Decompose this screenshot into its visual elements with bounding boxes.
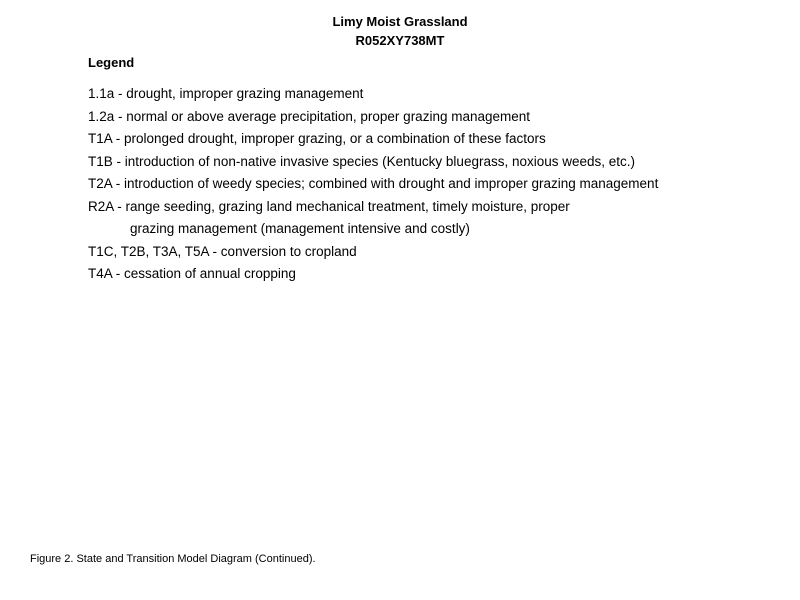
legend-heading: Legend [88, 55, 135, 70]
legend-item-text: T4A - cessation of annual cropping [88, 266, 296, 281]
legend-item-text: T2A - introduction of weedy species; combined with drought and improper grazing management [88, 176, 659, 191]
legend-item-t2a [88, 173, 768, 196]
legend-item-1-1a [88, 83, 768, 106]
legend-item-text: 1.1a - drought, improper grazing management [88, 86, 364, 101]
legend-item-continuation: grazing management (management intensive and costly) [130, 221, 470, 236]
legend-item-text: R2A - range seeding, grazing land mechanical treatment, timely moisture, proper [88, 198, 570, 214]
legend-item-text: T1B - introduction of non-native invasive species (Kentucky bluegrass, noxious weeds, etc.) [88, 153, 636, 169]
legend-item-t4a [88, 263, 768, 286]
legend-item-r2a [88, 196, 768, 241]
title-name: Limy Moist Grassland [332, 14, 468, 29]
title-code: R052XY738MT [355, 33, 445, 48]
legend-item-text: T1C, T2B, T3A, T5A - conversion to cropland [88, 243, 357, 259]
page-title [0, 12, 800, 50]
legend-item-cropland-conversion [88, 241, 768, 264]
legend-item-text: 1.2a - normal or above average precipitation, proper grazing management [88, 108, 531, 124]
legend-item-t1a [88, 128, 768, 151]
legend-item-t1b [88, 151, 768, 174]
figure-caption: Figure 2. State and Transition Model Diagram (Continued). [30, 553, 316, 565]
legend-item-1-2a [88, 106, 768, 129]
legend-item-text: T1A - prolonged drought, improper grazing, or a combination of these factors [88, 131, 546, 146]
legend-list [88, 83, 768, 286]
